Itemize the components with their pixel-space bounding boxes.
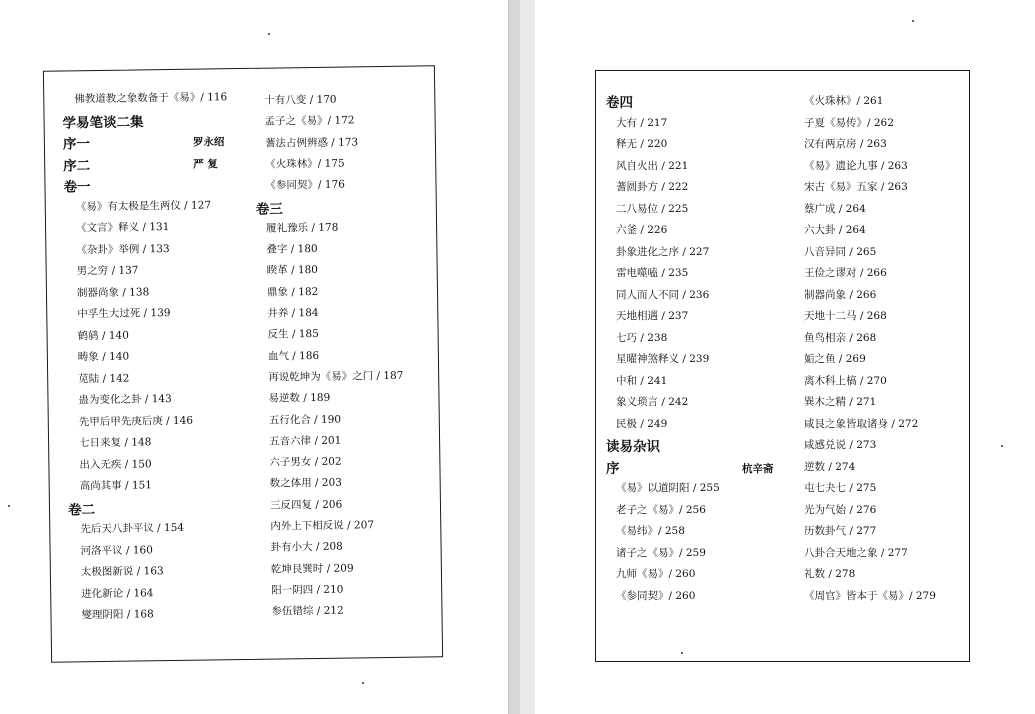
toc-entry <box>616 181 688 194</box>
toc-author: 严 复 <box>193 158 218 171</box>
toc-text: 卦有小大 / 208 <box>270 540 343 554</box>
toc-entry <box>616 482 720 495</box>
toc-entry <box>804 332 876 345</box>
toc-entry <box>78 393 171 407</box>
toc-text: 九师《易》/ 260 <box>616 568 696 580</box>
toc-text: 《易纬》/ 258 <box>616 525 685 537</box>
toc-heading <box>606 95 633 111</box>
toc-entry <box>77 264 139 278</box>
toc-text: 子夏《易传》/ 262 <box>804 117 894 129</box>
toc-entry <box>74 91 227 106</box>
toc-entry <box>269 435 341 449</box>
toc-text: 《参同契》/ 176 <box>265 178 346 192</box>
toc-text: 反生 / 185 <box>267 327 319 341</box>
toc-author: 杭辛斋 <box>742 463 774 475</box>
toc-entry <box>80 479 152 493</box>
toc-entry <box>616 310 688 323</box>
toc-text: 阳一阴四 / 210 <box>271 583 344 597</box>
toc-text: 蛊为变化之卦 / 143 <box>78 392 172 407</box>
toc-text: 七巧 / 238 <box>616 332 668 344</box>
toc-text: 八卦合天地之象 / 277 <box>804 547 908 559</box>
toc-text: 同人而人不同 / 236 <box>616 289 710 301</box>
toc-text: 履礼豫乐 / 178 <box>266 221 339 235</box>
right-page-border <box>595 70 970 662</box>
toc-text: 太极图新说 / 163 <box>80 565 164 579</box>
toc-heading <box>68 502 95 518</box>
toc-heading <box>256 201 283 217</box>
toc-text: 卷一 <box>63 179 91 196</box>
toc-text: 王俭之谬对 / 266 <box>804 267 887 279</box>
toc-entry <box>267 286 318 300</box>
toc-text: 《参同契》/ 260 <box>616 590 696 602</box>
toc-text: 数之体用 / 203 <box>269 476 343 490</box>
toc-text: 燮理阴阳 / 168 <box>81 608 154 622</box>
toc-entry <box>804 267 887 280</box>
scan-speck <box>268 33 270 35</box>
toc-text: 进化新论 / 164 <box>81 587 154 601</box>
toc-entry <box>804 482 876 495</box>
left-column-1 <box>62 91 262 622</box>
toc-text: 咸感兑说 / 273 <box>804 439 877 451</box>
toc-text: 男之穷 / 137 <box>76 264 139 278</box>
toc-entry <box>265 158 345 172</box>
toc-entry <box>804 224 866 237</box>
scan-speck <box>681 652 683 654</box>
toc-text: 再说乾坤为《易》之门 / 187 <box>268 369 404 384</box>
toc-entry <box>804 138 887 151</box>
toc-entry <box>77 286 149 300</box>
toc-text: 光为气始 / 276 <box>804 504 877 516</box>
toc-text: 内外上下相反说 / 207 <box>270 519 375 533</box>
toc-text: 鹤鸫 / 140 <box>77 329 129 343</box>
toc-entry <box>270 477 342 491</box>
toc-text: 释无 / 220 <box>616 138 668 150</box>
toc-entry <box>78 351 129 365</box>
toc-text: 天地相遇 / 237 <box>616 310 689 322</box>
toc-entry <box>81 544 153 558</box>
toc-text: 卷四 <box>606 95 633 111</box>
toc-entry <box>616 224 667 237</box>
toc-text: 六大卦 / 264 <box>804 224 866 236</box>
toc-text: 宋古《易》五家 / 263 <box>804 181 908 193</box>
toc-text: 民极 / 249 <box>616 418 668 430</box>
toc-text: 十有八变 / 170 <box>264 93 337 107</box>
toc-entry <box>616 375 667 388</box>
toc-author: 罗永绍 <box>192 136 225 149</box>
left-page-border <box>43 65 443 662</box>
toc-entry <box>616 332 667 345</box>
toc-text: 逆数 / 274 <box>804 461 856 473</box>
toc-entry <box>616 504 706 517</box>
toc-entry <box>616 160 688 173</box>
toc-entry <box>77 307 170 321</box>
toc-entry <box>78 330 129 344</box>
toc-entry <box>81 565 164 579</box>
toc-entry <box>804 461 855 474</box>
toc-text: 卦象进化之序 / 227 <box>616 246 710 258</box>
toc-text: 先甲后甲先庚后庚 / 146 <box>78 414 194 429</box>
toc-text: 学易笔谈二集 <box>62 114 144 132</box>
toc-entry <box>79 436 151 450</box>
toc-entry <box>616 138 667 151</box>
toc-entry <box>616 396 688 409</box>
toc-text: 读易杂识 <box>606 439 660 455</box>
toc-entry <box>804 525 876 538</box>
toc-text: 序二 <box>63 158 91 175</box>
toc-entry <box>79 458 151 472</box>
toc-text: 血气 / 186 <box>267 349 320 363</box>
toc-entry <box>804 160 908 173</box>
viewer-page-gutter <box>520 0 536 714</box>
toc-text: 二八易位 / 225 <box>616 203 689 215</box>
toc-text: 鱼鸟相亲 / 268 <box>804 332 877 344</box>
toc-text: 参伍错综 / 212 <box>271 604 344 618</box>
toc-text: 《易》有太极是生两仪 / 127 <box>75 199 212 214</box>
toc-entry <box>271 562 354 576</box>
toc-entry <box>79 415 193 430</box>
toc-text: 七日来复 / 148 <box>79 436 152 450</box>
toc-entry <box>804 439 876 452</box>
toc-entry <box>616 418 667 431</box>
right-page <box>535 0 1035 714</box>
toc-text: 高尚其事 / 151 <box>79 479 153 493</box>
toc-text: 三反四复 / 206 <box>269 498 343 512</box>
toc-entry <box>270 519 374 533</box>
toc-text: 叠字 / 180 <box>266 242 318 256</box>
toc-text: 卷二 <box>67 502 96 519</box>
toc-entry <box>616 568 695 581</box>
toc-text: 畴象 / 140 <box>77 350 130 364</box>
toc-entry <box>804 590 936 603</box>
toc-entry <box>804 418 918 431</box>
toc-text: 序一 <box>62 136 91 153</box>
toc-text: 佛教道教之象数备于《易》/ 116 <box>74 91 228 106</box>
toc-entry <box>804 310 887 323</box>
toc-entry <box>616 525 685 538</box>
toc-text: 屯七夬七 / 275 <box>804 482 877 494</box>
toc-text: 《周官》皆本于《易》/ 279 <box>804 590 936 602</box>
toc-text: 河洛平议 / 160 <box>80 544 153 558</box>
left-column-2 <box>254 92 434 618</box>
toc-entry <box>268 370 403 385</box>
toc-entry <box>616 267 688 280</box>
toc-text: 五行化合 / 190 <box>268 413 342 427</box>
toc-entry <box>804 95 883 108</box>
toc-entry <box>265 136 358 150</box>
toc-text: 蓍法占例辨惑 / 173 <box>264 136 359 150</box>
scan-speck <box>362 682 364 684</box>
toc-text: 六釜 / 226 <box>616 224 668 236</box>
toc-text: 八音异同 / 265 <box>804 246 877 258</box>
toc-text: 蓍圆卦方 / 222 <box>616 181 689 193</box>
toc-text: 孟子之《易》/ 172 <box>264 114 355 128</box>
toc-entry <box>804 181 908 194</box>
toc-entry <box>804 547 908 560</box>
toc-entry <box>80 522 184 536</box>
toc-entry <box>616 246 709 259</box>
toc-entry <box>269 414 341 428</box>
toc-entry <box>271 584 343 598</box>
toc-entry <box>270 541 342 555</box>
toc-text: 鼎象 / 182 <box>266 285 319 299</box>
toc-entry <box>267 307 318 321</box>
toc-entry <box>616 353 709 366</box>
toc-text: 苋陆 / 142 <box>78 372 130 386</box>
toc-entry <box>81 587 153 601</box>
toc-text: 历数卦气 / 277 <box>804 525 877 537</box>
toc-entry <box>264 94 336 108</box>
toc-text: 礼数 / 278 <box>804 568 856 580</box>
toc-entry <box>804 396 876 409</box>
toc-text: 睽革 / 180 <box>266 263 319 277</box>
toc-entry <box>804 568 855 581</box>
scan-speck <box>912 20 914 22</box>
toc-entry <box>81 608 153 622</box>
toc-heading <box>63 179 90 195</box>
toc-text: 风自火出 / 221 <box>616 160 689 172</box>
toc-entry <box>616 547 706 560</box>
toc-text: 出入无疾 / 150 <box>79 458 152 472</box>
toc-heading <box>606 439 660 455</box>
toc-heading <box>63 158 218 175</box>
toc-entry <box>76 199 211 214</box>
toc-entry <box>265 179 345 193</box>
toc-text: 大有 / 217 <box>616 117 668 129</box>
toc-entry <box>804 117 894 130</box>
toc-text: 乾坤艮巽时 / 209 <box>270 562 354 576</box>
toc-entry <box>616 590 695 603</box>
toc-entry <box>804 246 876 259</box>
toc-text: 先后天八卦平议 / 154 <box>80 521 185 536</box>
left-page <box>0 0 508 714</box>
toc-text: 《杂卦》举例 / 133 <box>76 243 170 257</box>
toc-text: 巽木之精 / 271 <box>804 396 877 408</box>
toc-entry <box>616 117 667 130</box>
toc-text: 中孚生大过死 / 139 <box>77 307 171 321</box>
toc-entry <box>268 350 319 364</box>
toc-entry <box>804 289 876 302</box>
toc-text: 咸艮之象皆取诸身 / 272 <box>804 418 919 430</box>
toc-text: 星曜神煞释义 / 239 <box>616 353 710 365</box>
toc-entry <box>267 264 318 278</box>
toc-text: 井养 / 184 <box>267 306 319 320</box>
toc-entry <box>269 456 341 470</box>
toc-text: 卷三 <box>255 201 283 218</box>
toc-heading <box>606 461 774 477</box>
toc-text: 易逆数 / 189 <box>268 391 331 405</box>
toc-entry <box>268 328 319 342</box>
toc-text: 象义琐言 / 242 <box>616 396 689 408</box>
toc-heading <box>63 114 144 131</box>
toc-text: 离木科上槁 / 270 <box>804 375 887 387</box>
toc-entry <box>271 605 343 619</box>
toc-text: 姤之鱼 / 269 <box>804 353 866 365</box>
toc-text: 《火珠林》/ 175 <box>265 157 345 171</box>
toc-text: 雷电噬嗑 / 235 <box>616 267 689 279</box>
toc-entry <box>270 499 342 513</box>
scan-speck <box>8 505 10 507</box>
toc-text: 五音六律 / 201 <box>269 434 342 448</box>
toc-text: 制器尚象 / 138 <box>76 286 150 300</box>
toc-text: 《文言》释义 / 131 <box>76 221 170 235</box>
toc-entry <box>76 243 169 257</box>
toc-entry <box>616 289 709 302</box>
toc-entry <box>804 375 887 388</box>
toc-text: 《易》遗论九事 / 263 <box>804 160 908 172</box>
toc-text: 天地十二马 / 268 <box>804 310 887 322</box>
scan-speck <box>1001 445 1003 447</box>
toc-text: 汉有两京房 / 263 <box>804 138 887 150</box>
toc-entry <box>266 243 317 257</box>
toc-entry <box>804 353 866 366</box>
toc-text: 老子之《易》/ 256 <box>616 504 706 516</box>
toc-entry <box>268 392 330 406</box>
toc-entry <box>78 373 129 387</box>
toc-text: 蔡广成 / 264 <box>804 203 866 215</box>
toc-entry <box>804 203 866 216</box>
toc-entry <box>804 504 876 517</box>
toc-text: 《易》以道阴阳 / 255 <box>616 482 720 494</box>
toc-text: 制器尚象 / 266 <box>804 289 877 301</box>
toc-text: 中和 / 241 <box>616 375 668 387</box>
toc-text: 六子男女 / 202 <box>269 455 342 469</box>
toc-entry <box>616 203 688 216</box>
toc-text: 诸子之《易》/ 259 <box>616 547 706 559</box>
toc-text: 序 <box>606 461 620 477</box>
toc-heading <box>62 136 225 153</box>
toc-entry <box>265 114 355 128</box>
toc-entry <box>266 222 338 236</box>
toc-entry <box>76 221 169 235</box>
toc-text: 《火珠林》/ 261 <box>804 95 884 107</box>
